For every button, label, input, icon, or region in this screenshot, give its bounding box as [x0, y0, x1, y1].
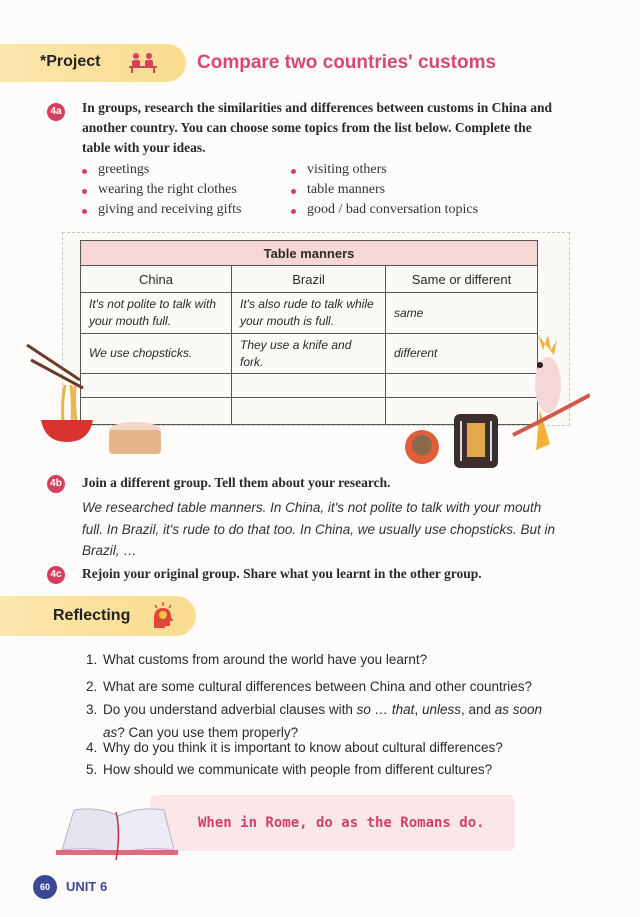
table-cell[interactable]: They use a knife and fork.: [232, 334, 386, 374]
gourd-cup-illustration: [402, 425, 442, 465]
project-label: *Project: [40, 53, 101, 70]
cockatoo-illustration: [508, 330, 590, 455]
noodle-bowl-illustration: [25, 340, 95, 445]
table-cell[interactable]: different: [386, 334, 538, 374]
task-4a-instruction: In groups, research the similarities and differences between customs in China and another country. You can choose some topics from the list below. Complete the table with your ideas.: [82, 100, 553, 155]
question-text: , and: [460, 702, 495, 717]
reflection-question: [86, 762, 492, 777]
question-text: How should we communicate with people from different cultures?: [103, 762, 493, 777]
empty-cell[interactable]: [232, 374, 386, 398]
question-text-italic: unless: [421, 702, 461, 717]
column-header: Same or different: [386, 266, 538, 293]
empty-cell[interactable]: [81, 374, 232, 398]
reflection-question: [86, 740, 503, 755]
topic-item: table manners: [307, 182, 386, 197]
column-header: China: [81, 266, 232, 293]
table-row: [81, 334, 538, 374]
task-4b-instruction: Join a different group. Tell them about your research.: [82, 475, 391, 490]
question-text: Why do you think it is important to know about cultural differences?: [103, 740, 503, 755]
empty-cell[interactable]: [232, 398, 386, 425]
table-cell[interactable]: We use chopsticks.: [81, 334, 232, 374]
task-4b-example: We researched table manners. In China, it's not polite to talk with your mouth full. In Brazil, it's rude to do that too. In China, we usually use chopsticks. But in Brazil, …: [82, 500, 556, 558]
customs-table: [80, 240, 538, 425]
proverb-box: [150, 795, 515, 851]
task-4c-instruction: Rejoin your original group. Share what you learnt in the other group.: [82, 566, 482, 581]
question-number: 2.: [86, 679, 98, 694]
reflecting-banner: [0, 596, 196, 636]
project-banner: [0, 44, 186, 82]
task-badge-4b: 4b: [47, 475, 65, 493]
question-number: 1.: [86, 652, 98, 667]
reflection-question: [86, 679, 532, 694]
question-number: 4.: [86, 740, 98, 755]
topic-item: greetings: [98, 162, 150, 177]
question-text: Do you understand adverbial clauses with: [103, 702, 357, 717]
task-badge-4a: 4a: [47, 103, 65, 121]
topic-item: visiting others: [307, 162, 387, 177]
reflecting-label: Reflecting: [53, 607, 131, 624]
unit-label: UNIT 6: [66, 879, 108, 894]
topic-item: giving and receiving gifts: [98, 202, 242, 217]
question-number: 3.: [86, 702, 98, 717]
question-number: 5.: [86, 762, 98, 777]
open-book-icon: [54, 804, 180, 862]
reflection-question: [86, 702, 542, 717]
question-text: ,: [414, 702, 422, 717]
table-title: Table manners: [81, 241, 538, 266]
table-row: [81, 374, 538, 398]
reflection-question-continued: [103, 725, 298, 740]
page-title: Compare two countries' customs: [197, 52, 497, 73]
reflection-question: [86, 652, 427, 667]
page-number: 60: [33, 875, 57, 899]
topic-item: wearing the right clothes: [98, 182, 237, 197]
proverb-text: When in Rome, do as the Romans do.: [198, 815, 485, 831]
question-text-italic: as: [103, 725, 118, 740]
question-text-italic: as soon: [494, 702, 543, 717]
question-text-italic: so … that: [356, 702, 415, 717]
group-icon: [127, 52, 159, 74]
question-text: What are some cultural differences between China and other countries?: [103, 679, 532, 694]
question-text: ? Can you use them properly?: [117, 725, 299, 740]
question-text: What customs from around the world have you learnt?: [103, 652, 428, 667]
dumpling-steamer-illustration: [105, 420, 165, 460]
table-cell[interactable]: It's also rude to talk while your mouth is full.: [232, 293, 386, 334]
table-cell[interactable]: It's not polite to talk with your mouth full.: [81, 293, 232, 334]
topic-item: good / bad conversation topics: [307, 202, 479, 217]
table-row: [81, 293, 538, 334]
plate-knife-fork-illustration: [453, 413, 499, 469]
task-badge-4c: 4c: [47, 566, 65, 584]
table-cell[interactable]: same: [386, 293, 538, 334]
lightbulb-head-icon: [150, 602, 174, 630]
column-header: Brazil: [232, 266, 386, 293]
